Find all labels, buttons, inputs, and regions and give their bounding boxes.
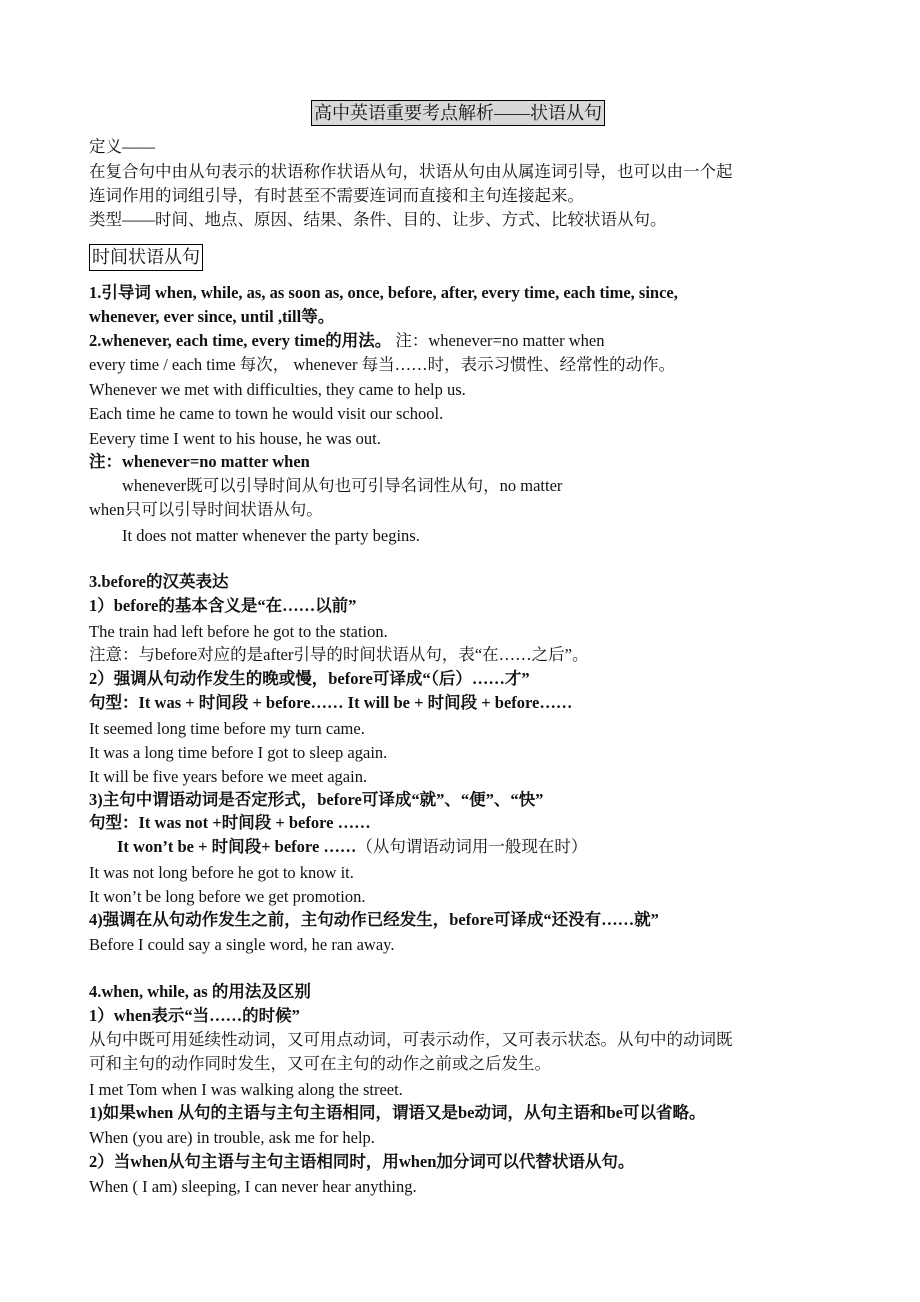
text-segment: 连词作用的词组引导，有时甚至不需要连词而直接和主句连接起来。: [89, 186, 584, 205]
text-segment: When (you are) in trouble, ask me for help.: [89, 1128, 375, 1147]
text-segment: whenever既可以引导时间从句也可引导名词性从句，no matter: [122, 476, 563, 495]
text-segment: 句型：It was + 时间段 + before…… It will be + 时间段 + before……: [89, 693, 573, 712]
text-segment: 2）当when从句主语与主句主语相同时，用when加分词可以代替状语从句。: [89, 1152, 635, 1171]
text-segment: （从句谓语动词用一般现在时）: [356, 837, 588, 856]
text-segment: Whenever we met with difficulties, they came to help us.: [89, 380, 466, 399]
text-segment: 3.before的汉英表达: [89, 572, 229, 591]
text-line: [89, 886, 365, 908]
text-segment: Before I could say a single word, he ran away.: [89, 935, 395, 954]
text-line: [89, 1176, 417, 1198]
text-line: [89, 742, 387, 764]
text-segment: 从句中既可用延续性动词，又可用点动词，可表示动作，又可表示状态。从句中的动词既: [89, 1030, 733, 1049]
text-segment: The train had left before he got to the station.: [89, 622, 388, 641]
text-segment: Each time he came to town he would visit our school.: [89, 404, 444, 423]
text-line: [89, 862, 354, 884]
text-line: [89, 644, 589, 666]
text-segment: 类型——时间、地点、原因、结果、条件、目的、让步、方式、比较状语从句。: [89, 210, 667, 229]
text-line: [89, 571, 228, 593]
text-segment: 3)主句中谓语动词是否定形式，before可译成“就”、“便”、“快”: [89, 790, 544, 809]
text-segment: It won’t be + 时间段+ before ……: [117, 837, 357, 856]
text-segment: 在复合句中由从句表示的状语称作状语从句，状语从句由从属连词引导，也可以由一个起: [89, 162, 733, 181]
text-line: [89, 789, 543, 811]
text-line: [89, 379, 466, 401]
text-line: [89, 136, 155, 158]
text-line: [89, 934, 394, 956]
text-segment: 2）强调从句动作发生的晚或慢，before可译成“（后）……才”: [89, 669, 530, 688]
text-segment: 注：whenever=no matter when: [391, 331, 605, 350]
text-segment: 4)强调在从句动作发生之前，主句动作已经发生，before可译成“还没有……就”: [89, 910, 659, 929]
text-segment: It was not long before he got to know it.: [89, 863, 354, 882]
text-line: [89, 1127, 375, 1149]
text-line: [89, 766, 367, 788]
text-line: [89, 595, 356, 617]
text-line: [89, 1079, 403, 1101]
text-segment: It seemed long time before my turn came.: [89, 719, 365, 738]
text-line: [89, 451, 310, 473]
text-segment: whenever, ever since, until ,till等。: [89, 307, 335, 326]
text-segment: 1）before的基本含义是“在……以前”: [89, 596, 357, 615]
text-segment: I met Tom when I was walking along the street.: [89, 1080, 403, 1099]
text-line: [89, 981, 311, 1003]
text-line: [89, 499, 323, 521]
text-line: [117, 836, 587, 858]
text-segment: 注：whenever=no matter when: [89, 452, 310, 471]
text-line: [89, 282, 678, 304]
text-segment: It does not matter whenever the party begins.: [122, 526, 420, 545]
text-line: [89, 909, 659, 931]
text-segment: every time / each time 每次， whenever 每当……时，表示习惯性、经常性的动作。: [89, 355, 676, 374]
text-line: [122, 525, 420, 547]
text-segment: 1.引导词 when, while, as, as soon as, once, before, after, every time, each time, since,: [89, 283, 678, 302]
text-line: [89, 1029, 733, 1051]
text-line: [89, 718, 365, 740]
text-segment: 2.whenever, each time, every time的用法。: [89, 331, 392, 350]
text-line: [89, 1053, 551, 1075]
text-segment: It was a long time before I got to sleep again.: [89, 743, 388, 762]
text-segment: When ( I am) sleeping, I can never hear anything.: [89, 1177, 417, 1196]
text-line: [89, 306, 334, 328]
text-line: [89, 403, 443, 425]
text-segment: when只可以引导时间状语从句。: [89, 500, 323, 519]
text-line: [89, 185, 584, 207]
text-segment: 1）when表示“当……的时候”: [89, 1006, 300, 1025]
text-line: [89, 1151, 634, 1173]
text-segment: 4.when, while, as 的用法及区别: [89, 982, 311, 1001]
text-line: [89, 354, 675, 376]
text-line: [89, 330, 604, 352]
text-line: [89, 621, 388, 643]
document-title: 高中英语重要考点解析——状语从句: [311, 100, 605, 126]
text-segment: 定义——: [89, 137, 155, 156]
text-segment: Eevery time I went to his house, he was out.: [89, 429, 381, 448]
text-line: [89, 428, 381, 450]
text-segment: It won’t be long before we get promotion.: [89, 887, 366, 906]
text-line: [89, 692, 572, 714]
text-line: [122, 475, 562, 497]
text-segment: 1)如果when 从句的主语与主句主语相同，谓语又是be动词，从句主语和be可以省略。: [89, 1103, 706, 1122]
text-segment: 注意：与before对应的是after引导的时间状语从句，表“在……之后”。: [89, 645, 589, 664]
text-segment: 可和主句的动作同时发生，又可在主句的动作之前或之后发生。: [89, 1054, 551, 1073]
text-line: [89, 161, 733, 183]
text-segment: It will be five years before we meet again.: [89, 767, 368, 786]
text-segment: 句型：It was not +时间段 + before ……: [89, 813, 371, 832]
text-line: [89, 1005, 300, 1027]
text-line: [89, 1102, 705, 1124]
text-line: [89, 668, 530, 690]
text-line: [89, 812, 371, 834]
section-heading: 时间状语从句: [89, 244, 203, 271]
text-line: [89, 209, 667, 231]
